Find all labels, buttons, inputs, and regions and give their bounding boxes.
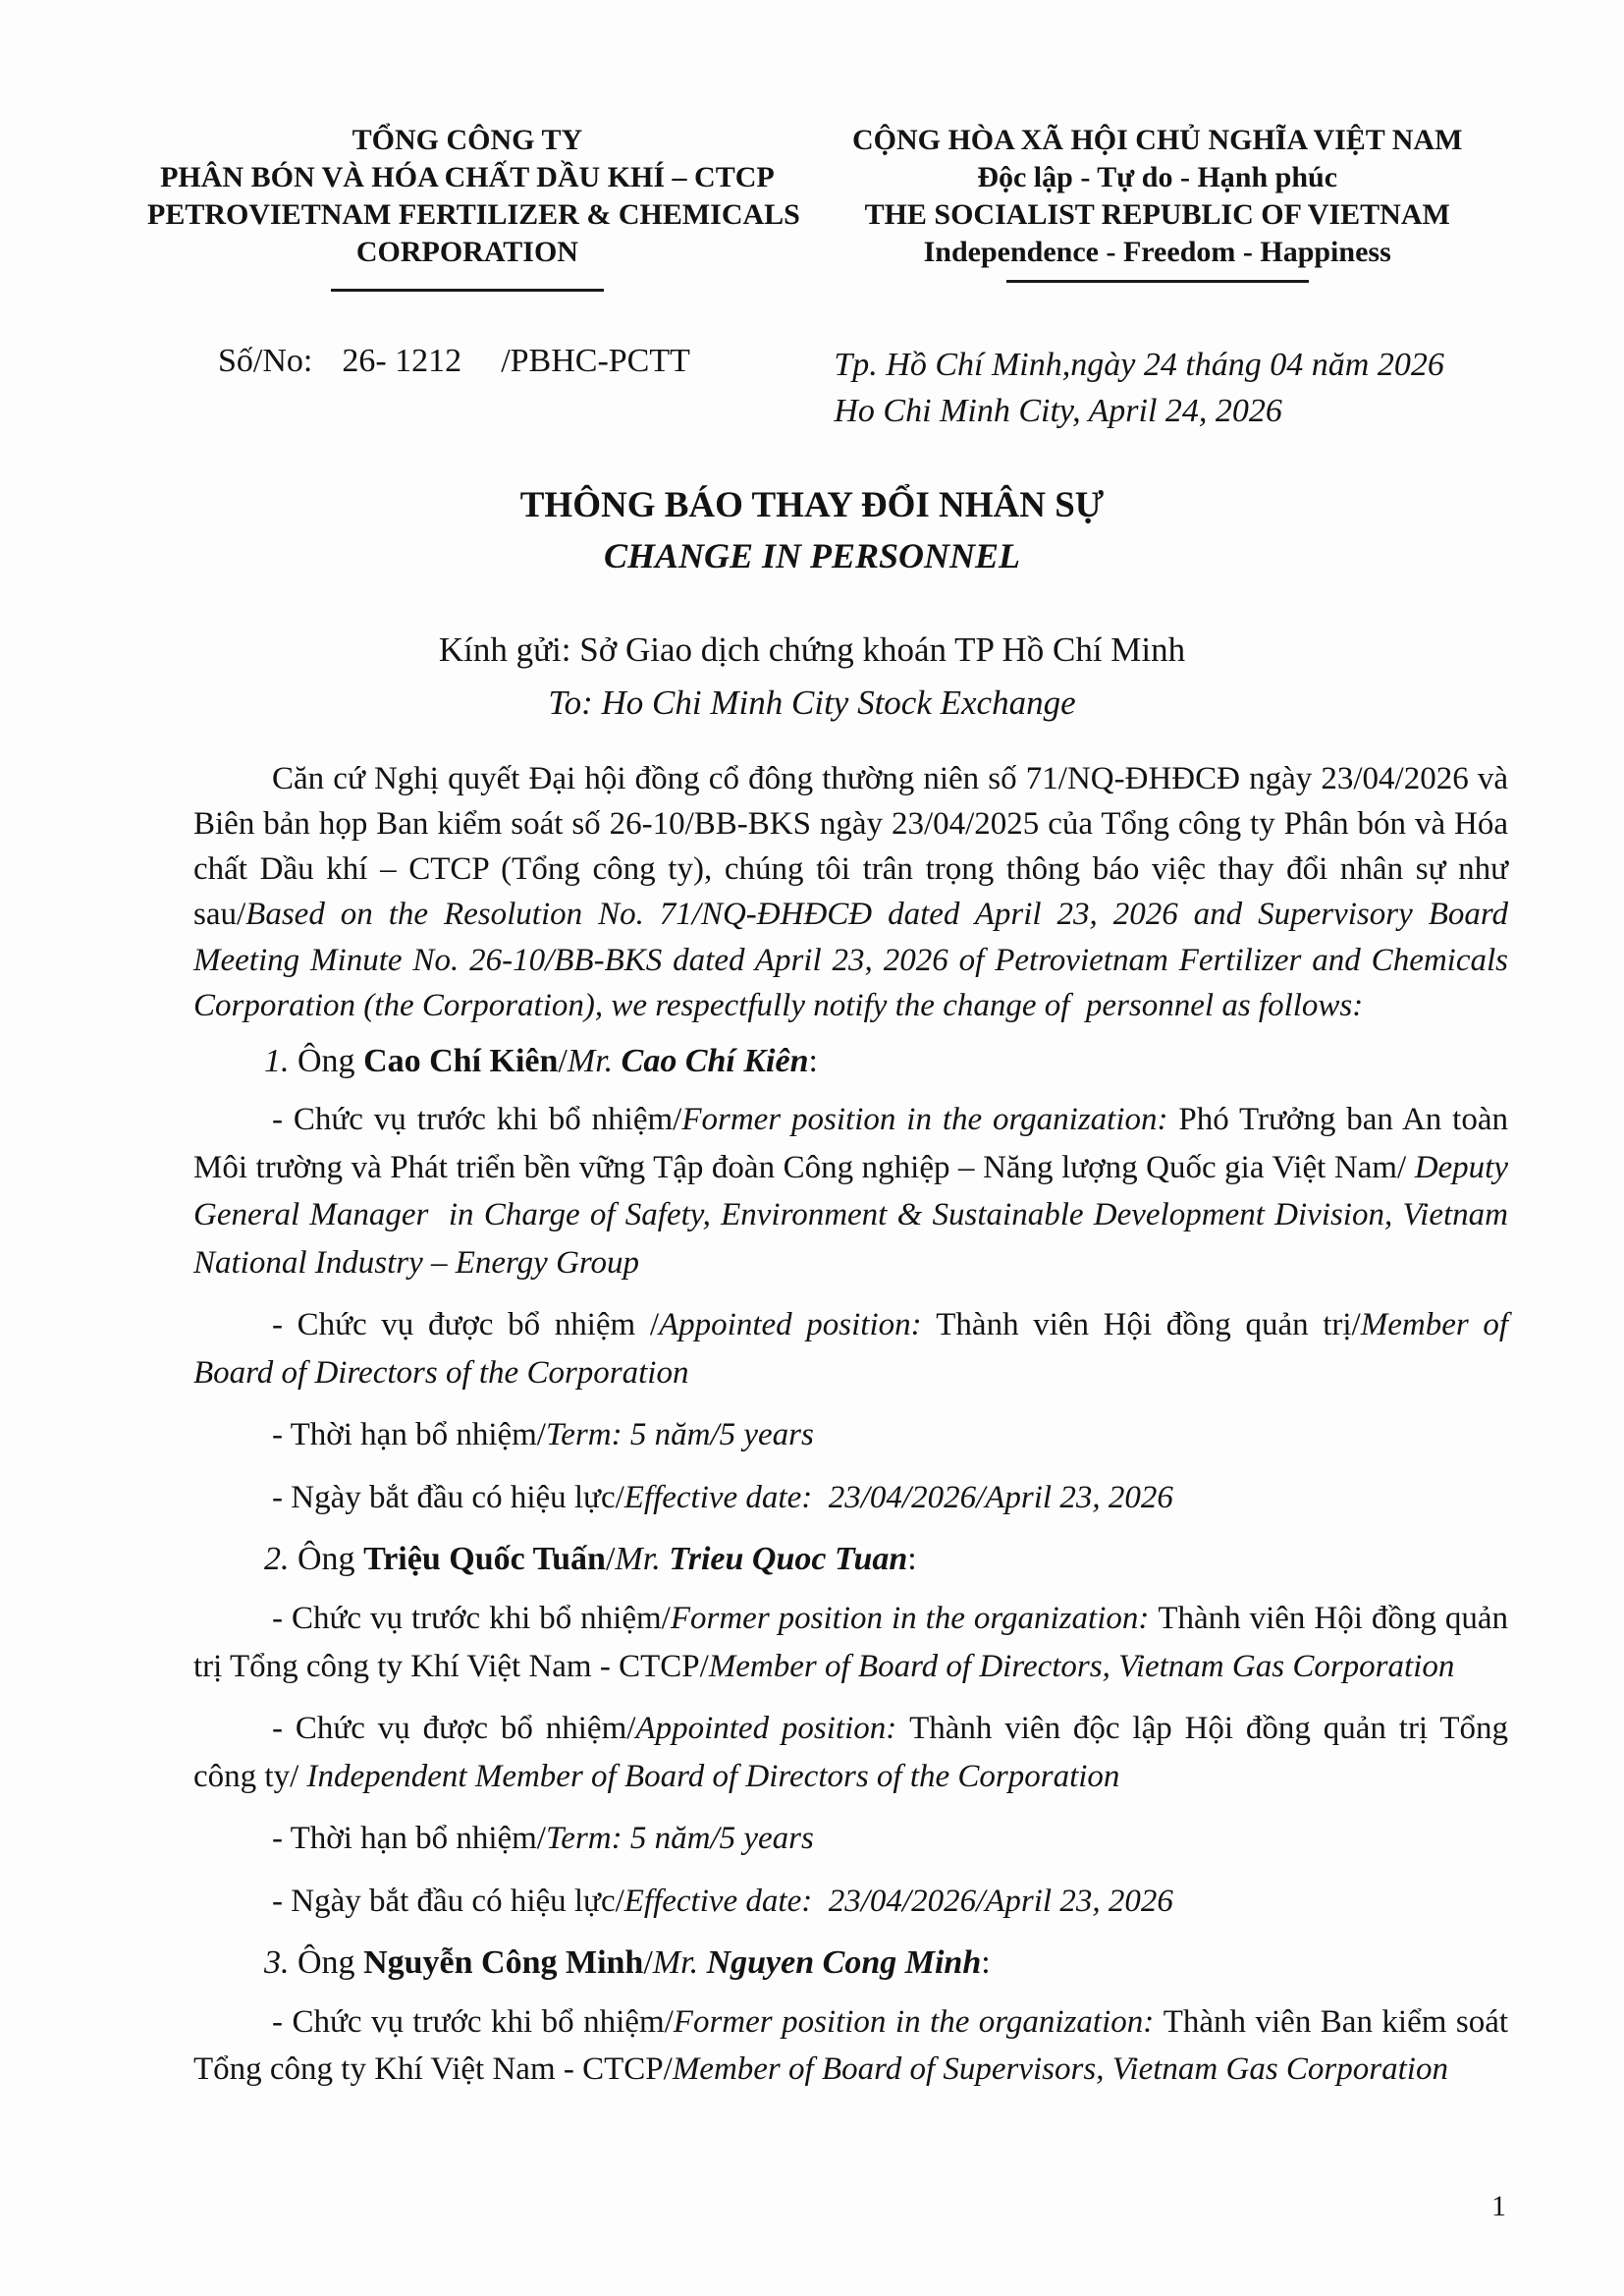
document-body <box>0 729 1624 2094</box>
text-run: Thành viên độc lập Hội đồng quản trị Tổng công ty/ <box>193 1711 1509 1794</box>
person-heading <box>193 1536 1508 1583</box>
text-run: Independent Member of Board of Directors of the Corporation <box>306 1758 1120 1794</box>
detail-line <box>193 1705 1508 1800</box>
national-motto-line: CỘNG HÒA XÃ HỘI CHỦ NGHĨA VIỆT NAM <box>851 124 1463 156</box>
person-heading <box>193 1940 1508 1987</box>
text-run: Member of Board of Supervisors, Vietnam Gas Corporation <box>672 2051 1448 2088</box>
company-name-line: PHÂN BÓN VÀ HÓA CHẤT DẦU KHÍ – CTCP <box>160 161 775 194</box>
text-run: - Ngày bắt đầu có hiệu lực/ <box>272 1479 624 1515</box>
text-run: : <box>808 1042 818 1079</box>
text-run: 1. <box>264 1042 298 1079</box>
text-run: Cao Chí Kiên <box>363 1042 559 1079</box>
text-run: Term: 5 năm/5 years <box>545 1417 814 1453</box>
text-run: Member of Board of Directors of the Corporation <box>193 1307 1508 1391</box>
text-run: Term: 5 năm/5 years <box>545 1821 814 1857</box>
detail-line <box>193 1474 1508 1522</box>
person-heading <box>193 1038 1508 1085</box>
document-number-value: 26- 1212 <box>342 343 462 380</box>
national-motto-line: Độc lập - Tự do - Hạnh phúc <box>977 161 1338 194</box>
text-run: - Chức vụ trước khi bổ nhiệm/ <box>272 2003 674 2040</box>
letterhead <box>0 0 1624 292</box>
text-run: Mr. <box>615 1541 670 1578</box>
text-run: Mr. <box>567 1042 622 1079</box>
text-run: - Chức vụ được bổ nhiệm/ <box>272 1711 636 1747</box>
text-run: Ông <box>298 1944 364 1982</box>
addressee-vi: Kính gửi: Sở Giao dịch chứng khoán TP Hồ Chí Minh <box>438 630 1186 670</box>
text-run: Ông <box>298 1042 364 1079</box>
place-date-en: Ho Chi Minh City, April 24, 2026 <box>834 393 1282 430</box>
text-run: Nguyen Cong Minh <box>706 1944 982 1982</box>
detail-line <box>193 1411 1508 1459</box>
text-run: 3. <box>264 1944 298 1982</box>
detail-line <box>193 1878 1508 1926</box>
national-motto-line: Independence - Freedom - Happiness <box>923 236 1391 269</box>
text-run: Cao Chí Kiên <box>621 1042 809 1079</box>
company-name-line: PETROVIETNAM FERTILIZER & CHEMICALS <box>147 198 800 232</box>
text-run: Effective date: 23/04/2026/April 23, 2026 <box>623 1479 1173 1515</box>
text-run: Member of Board of Directors, Vietnam Gas Corporation <box>708 1648 1455 1684</box>
text-run: / <box>643 1944 653 1982</box>
document-number <box>218 343 690 380</box>
document-number-suffix: /PBHC-PCTT <box>501 343 690 380</box>
company-name-line: CORPORATION <box>355 236 578 269</box>
detail-line <box>193 1301 1508 1396</box>
text-run: Trieu Quoc Tuan <box>669 1541 908 1578</box>
text-run: Thành viên Hội đồng quản trị Tổng công ty Khí Việt Nam - CTCP/ <box>193 1601 1508 1684</box>
text-run: Effective date: 23/04/2026/April 23, 2026 <box>623 1883 1173 1919</box>
text-run: Mr. <box>652 1944 707 1982</box>
motto-underline <box>1006 280 1309 283</box>
detail-line <box>193 1998 1508 2094</box>
text-run: Based on the Resolution No. 71/NQ-ĐHĐCĐ dated April 23, 2026 and Supervisory Board Meeting Minute No. 26-10/BB-BKS dated April 23, 2026 of Petrovietnam Fertilizer and Chemicals Corporation (the Corporation), we respectfully notify the change of personnel as follows: <box>193 897 1508 1023</box>
text-run: / <box>605 1541 616 1578</box>
text-run: Appointed position: <box>635 1711 910 1747</box>
page-number: 1 <box>1491 2190 1506 2222</box>
place-date-vi: Tp. Hồ Chí Minh,ngày 24 tháng 04 năm 2026 <box>834 347 1444 384</box>
addressee-en: To: Ho Chi Minh City Stock Exchange <box>548 683 1076 722</box>
text-run: - Thời hạn bổ nhiệm/ <box>272 1417 546 1453</box>
addressee-block <box>0 624 1624 728</box>
text-run: Triệu Quốc Tuấn <box>363 1541 606 1578</box>
text-run: Former position in the organization: <box>670 1601 1159 1637</box>
detail-line <box>193 1815 1508 1863</box>
company-name-line: TỔNG CÔNG TY <box>352 124 583 156</box>
text-run: - Ngày bắt đầu có hiệu lực/ <box>272 1883 624 1919</box>
text-run: Ông <box>298 1541 364 1578</box>
national-motto-block <box>834 122 1481 292</box>
text-run: Phó Trưởng ban An toàn Môi trường và Phát triển bền vững Tập đoàn Công nghiệp – Năng lượng Quốc gia Việt Nam/ <box>193 1102 1508 1185</box>
text-run: Thành viên Hội đồng quản trị/ <box>936 1307 1361 1343</box>
text-run: 2. <box>264 1541 298 1578</box>
place-date-block <box>834 343 1481 435</box>
text-run: Appointed position: <box>659 1307 937 1343</box>
document-title-vi: THÔNG BÁO THAY ĐỔI NHÂN SỰ <box>519 485 1105 526</box>
text-run: Former position in the organization: <box>681 1102 1179 1138</box>
text-run: : <box>981 1944 991 1982</box>
text-run: Former position in the organization: <box>673 2003 1164 2040</box>
company-underline <box>331 289 604 292</box>
text-run: - Chức vụ trước khi bổ nhiệm/ <box>272 1601 671 1637</box>
detail-line <box>193 1595 1508 1690</box>
text-run: - Thời hạn bổ nhiệm/ <box>272 1821 546 1857</box>
document-title <box>0 480 1624 580</box>
text-run: Nguyễn Công Minh <box>363 1944 644 1982</box>
text-run: Deputy General Manager in Charge of Safety, Environment & Sustainable Development Division, Vietnam National Industry – Energy Group <box>193 1149 1508 1281</box>
text-run: - Chức vụ được bổ nhiệm / <box>272 1307 659 1343</box>
text-run: : <box>907 1541 917 1578</box>
text-run: / <box>558 1042 568 1079</box>
text-run: Thành viên Ban kiểm soát Tổng công ty Khí Việt Nam - CTCP/ <box>193 2003 1509 2088</box>
text-run: - Chức vụ trước khi bổ nhiệm/ <box>272 1102 682 1138</box>
national-motto-line: THE SOCIALIST REPUBLIC OF VIETNAM <box>864 198 1450 232</box>
document-title-en: CHANGE IN PERSONNEL <box>603 535 1021 575</box>
company-block <box>147 122 800 292</box>
document-number-label: Số/No: <box>218 343 313 380</box>
text-run: Căn cứ Nghị quyết Đại hội đồng cổ đông thường niên số 71/NQ-ĐHĐCĐ ngày 23/04/2026 và Biên bản họp Ban kiểm soát số 26-10/BB-BKS ngày 23/04/2025 của Tổng công ty Phân bón và Hóa chất Dầu khí – CTCP (Tổng công ty), chúng tôi trân trọng thông báo việc thay đổi nhân sự như sau/ <box>193 760 1508 933</box>
body-paragraph <box>193 756 1508 1028</box>
reference-row <box>0 292 1624 435</box>
detail-line <box>193 1096 1508 1286</box>
